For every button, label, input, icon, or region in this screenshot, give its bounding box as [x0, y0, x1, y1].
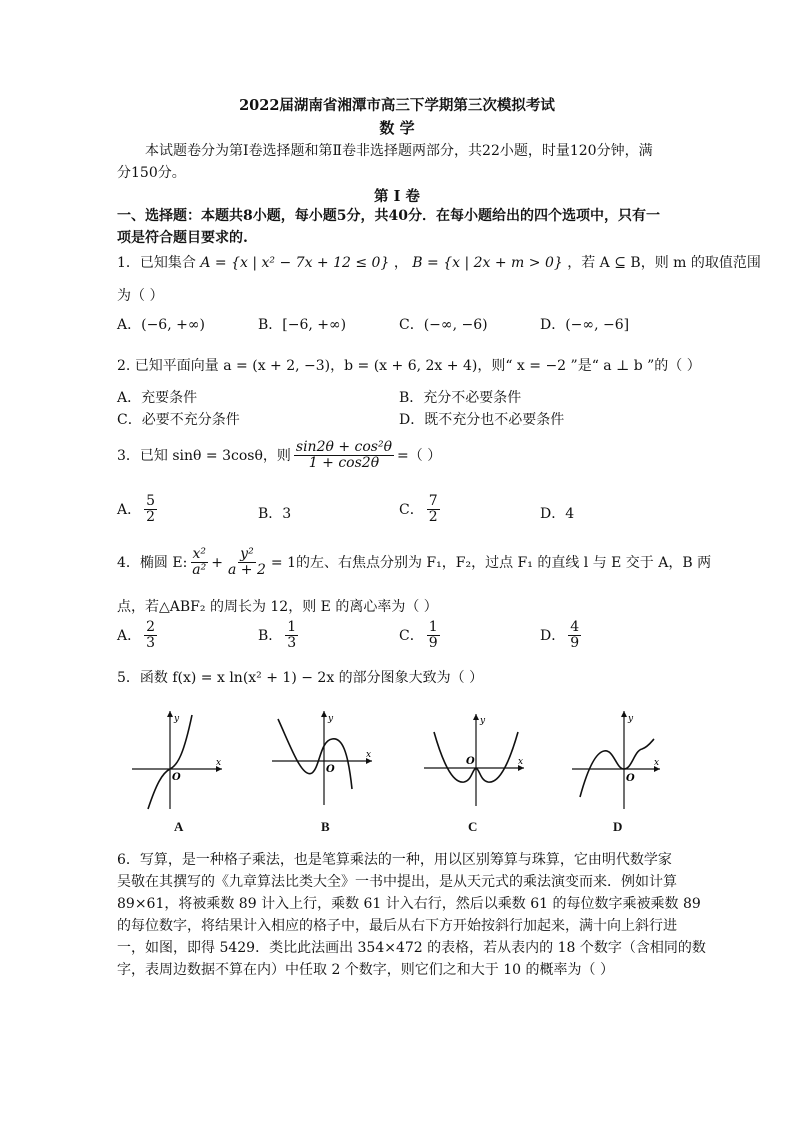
- q2-option-b: B．充分不必要条件: [399, 390, 522, 406]
- q1-stem-line-1: [117, 252, 761, 274]
- q4-stem-line-1: [117, 547, 711, 579]
- q4-option-d-fraction: [568, 620, 581, 652]
- q2-stem: 2. 已知平面向量 a = (x + 2, −3)，b = (x + 6, 2x + 4)，则“ x = −2 ”是“ a ⊥ b ”的（ ）: [117, 358, 701, 374]
- q1-option-d: D．(−∞, −6]: [540, 317, 630, 333]
- graph-a-origin-label: O: [172, 772, 181, 783]
- q3-option-c-num: 7: [428, 493, 438, 509]
- q4-option-a-num: 2: [146, 619, 156, 635]
- q1-set-b: B = {x | 2x + m > 0}: [412, 255, 563, 271]
- q4-x-num: x²: [192, 546, 207, 562]
- graph-b-y-label: y: [328, 714, 334, 724]
- q4-stem-line-2: 点，若△ABF₂ 的周长为 12，则 E 的离心率为（ ）: [117, 599, 438, 615]
- q4-x-den: a²: [192, 562, 207, 579]
- graph-c-origin-label: O: [466, 756, 475, 767]
- graph-a-y-arrow: [167, 711, 173, 717]
- graph-d-origin-label: O: [626, 773, 635, 784]
- q4-stem-suffix: 的左、右焦点分别为 F₁，F₂，过点 F₁ 的直线 l 与 E 交于 A，B 两: [295, 554, 712, 571]
- intro-line-2: 分150分。: [117, 165, 186, 181]
- graph-c-y-label: y: [480, 716, 486, 726]
- q1-set-a: A = {x | x² − 7x + 12 ≤ 0}: [200, 255, 390, 271]
- q3-fraction-numerator: sin2θ + cos²θ: [295, 439, 393, 455]
- q3-option-a: [117, 494, 160, 526]
- q4-option-d-den: 9: [570, 635, 580, 652]
- q4-option-a-label: A．: [117, 627, 142, 644]
- q3-option-c-den: 2: [428, 509, 438, 526]
- q4-option-b-fraction: [285, 620, 298, 652]
- graph-d-y-label: y: [628, 714, 634, 724]
- graph-d-x-label: x: [654, 758, 660, 768]
- q3-fraction-denominator: 1 + cos2θ: [308, 455, 380, 472]
- q4-option-b-label: B．: [258, 627, 283, 644]
- q1-stem-prefix: 1．已知集合: [117, 255, 196, 271]
- q4-option-c-num: 1: [428, 619, 438, 635]
- q3-fraction: [294, 440, 394, 472]
- q3-stem-suffix: =（ ）: [397, 447, 442, 464]
- q4-option-c-label: C．: [399, 627, 424, 644]
- q3-option-a-num: 5: [146, 493, 156, 509]
- q3-option-a-fraction: [144, 494, 157, 526]
- subject-title: 数 学: [379, 119, 415, 137]
- q5-graph-c: [420, 710, 530, 810]
- q4-option-a: [117, 620, 160, 652]
- q4-y-fraction: [226, 547, 268, 579]
- q5-stem: 5．函数 f(x) = x ln(x² + 1) − 2x 的部分图象大致为（ ）: [117, 670, 484, 686]
- q5-graph-a-label: A: [174, 819, 184, 834]
- intro-line-1: 本试题卷分为第Ⅰ卷选择题和第Ⅱ卷非选择题两部分，共22小题，时量120分钟，满: [145, 143, 653, 159]
- q6-line-5: 一，如图，即得 5429．类比此法画出 354×472 的表格，若从表内的 18 个数字（含相同的数: [117, 940, 706, 956]
- q4-y-den: a + 2: [228, 562, 266, 579]
- q3-option-d: D．4: [540, 506, 575, 522]
- q2-option-d: D．既不充分也不必要条件: [399, 412, 565, 428]
- q3-option-a-den: 2: [146, 509, 156, 526]
- q4-option-d: [540, 620, 584, 652]
- q4-plus: +: [211, 554, 223, 571]
- q1-stem-suffix: ，若 A ⊆ B，则 m 的取值范围: [567, 255, 761, 271]
- q3-option-c-fraction: [427, 494, 440, 526]
- q4-option-b: [258, 620, 301, 652]
- q5-graph-c-label: C: [468, 819, 478, 834]
- q6-line-4: 的每位数字，将结果计入相应的格子中，最后从右下方开始按斜行加起来，满十向上斜行进: [117, 918, 677, 934]
- graph-d-curve: [580, 739, 654, 797]
- section-heading-line-2: 项是符合题目要求的.: [117, 230, 248, 246]
- graph-c-y-arrow: [473, 714, 479, 720]
- q5-graph-b-label: B: [321, 819, 330, 834]
- graph-c-x-label: x: [518, 757, 524, 767]
- q5-graph-d: [568, 705, 668, 815]
- q1-option-a: A．(−6, +∞): [117, 317, 205, 333]
- q4-option-a-den: 3: [146, 635, 156, 652]
- graph-b-origin-label: O: [326, 764, 335, 775]
- q4-option-d-label: D．: [540, 627, 566, 644]
- section-heading-line-1: 一、选择题：本题共8小题，每小题5分，共40分．在每小题给出的四个选项中，只有一: [117, 208, 660, 224]
- q1-option-b: B．[−6, +∞): [258, 317, 347, 333]
- q4-y-num: y²: [240, 546, 254, 562]
- q4-stem-prefix: 4．椭圆 E:: [117, 554, 188, 571]
- q2-option-c: C．必要不充分条件: [117, 412, 240, 428]
- q4-option-b-den: 3: [287, 635, 297, 652]
- q4-option-d-num: 4: [570, 619, 580, 635]
- q4-option-c-den: 9: [428, 635, 438, 652]
- q4-option-c: [399, 620, 443, 652]
- q6-line-2: 吴敬在其撰写的《九章算法比类大全》一书中提出，是从天元式的乘法演变而来．例如计算: [117, 874, 677, 890]
- q4-option-c-fraction: [427, 620, 440, 652]
- q4-option-b-num: 1: [287, 619, 297, 635]
- q1-separator: ，: [393, 255, 408, 271]
- q2-option-a: A．充要条件: [117, 390, 198, 406]
- q1-option-c: C．(−∞, −6): [399, 317, 488, 333]
- graph-b-x-label: x: [366, 750, 372, 760]
- q3-stem: [117, 440, 441, 472]
- q3-stem-prefix: 3．已知 sinθ = 3cosθ，则: [117, 447, 291, 464]
- graph-a-y-label: y: [174, 714, 180, 724]
- q4-equals: = 1: [270, 554, 296, 571]
- exam-title: 2022届湖南省湘潭市高三下学期第三次模拟考试: [239, 97, 555, 114]
- part-heading: 第 Ⅰ 卷: [374, 188, 420, 205]
- q6-line-3: 89×61，将被乘数 89 计入上行，乘数 61 计入右行，然后以乘数 61 的每位数字乘被乘数 89: [117, 896, 701, 912]
- q4-option-a-fraction: [144, 620, 157, 652]
- q3-option-b: B．3: [258, 506, 292, 522]
- q4-x-fraction: [190, 547, 208, 579]
- q5-graph-a: [128, 705, 228, 815]
- graph-a-x-label: x: [216, 758, 222, 768]
- graph-b-curve: [278, 719, 352, 789]
- q1-stem-line-2: 为（ ）: [117, 288, 164, 304]
- q3-option-c: [399, 494, 443, 526]
- graph-b-y-arrow: [321, 711, 327, 717]
- q5-graph-b: [268, 705, 378, 815]
- q6-line-6: 字，表周边数据不算在内）中任取 2 个数字，则它们之和大于 10 的概率为（ ）: [117, 962, 614, 978]
- q3-option-a-label: A．: [117, 501, 142, 518]
- q6-line-1: 6．写算，是一种格子乘法，也是笔算乘法的一种，用以区别筹算与珠算，它由明代数学家: [117, 852, 672, 868]
- q5-graph-d-label: D: [613, 819, 623, 834]
- graph-d-y-arrow: [621, 711, 627, 717]
- q3-option-c-label: C．: [399, 501, 424, 518]
